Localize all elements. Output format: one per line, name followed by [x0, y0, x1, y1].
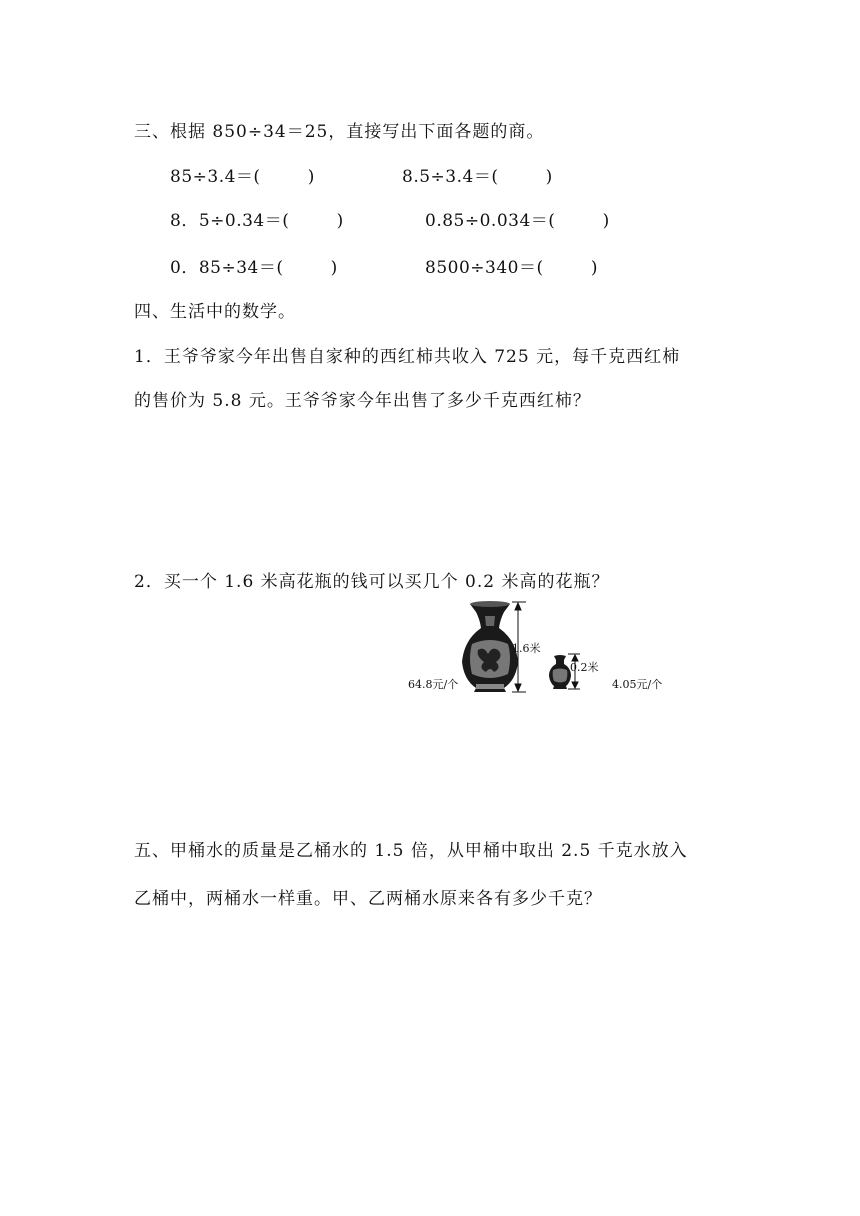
problem1-line2: 的售价为 5.8 元。王爷爷家今年出售了多少千克西红柿？ — [134, 391, 591, 411]
section5-line2: 乙桶中，两桶水一样重。甲、乙两桶水原来各有多少千克？ — [134, 889, 602, 909]
section3-heading: 三、根据 850÷34＝25，直接写出下面各题的商。 — [134, 122, 545, 142]
equation-2: 8.5÷3.4＝( ) — [402, 167, 553, 187]
section4-heading: 四、生活中的数学。 — [134, 302, 296, 322]
equation-6: 8500÷340＝( ) — [425, 258, 598, 278]
equation-3: 8．5÷0.34＝( ) — [170, 211, 344, 231]
section5-line1: 五、甲桶水的质量是乙桶水的 1.5 倍，从甲桶中取出 2.5 千克水放入 — [134, 841, 688, 861]
equation-1: 85÷3.4＝( ) — [170, 167, 315, 187]
problem2-text: 2．买一个 1.6 米高花瓶的钱可以买几个 0.2 米高的花瓶？ — [134, 572, 610, 592]
big-vase-image — [462, 601, 518, 692]
equation-5: 0．85÷34＝( ) — [170, 258, 338, 278]
equation-4: 0.85÷0.034＝( ) — [425, 211, 610, 231]
big-vase-price-label: 64.8元/个 — [408, 678, 459, 691]
problem1-line1: 1．王爷爷家今年出售自家种的西红柿共收入 725 元，每千克西红柿 — [134, 347, 681, 367]
small-vase-image — [549, 655, 571, 689]
vase-figure — [400, 596, 700, 706]
small-vase-price-label: 4.05元/个 — [612, 678, 663, 691]
small-vase-height-label: 0.2米 — [570, 661, 599, 674]
big-vase-height-label: 1.6米 — [512, 642, 541, 655]
